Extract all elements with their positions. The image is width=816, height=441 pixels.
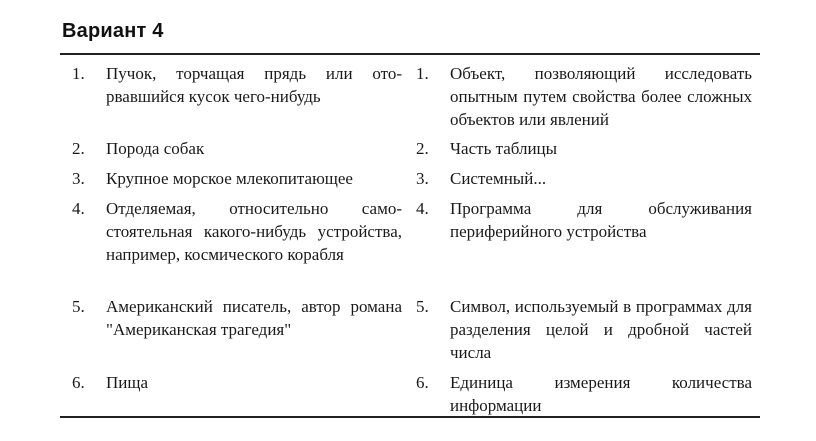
clue-text: Единица измерения количества информации xyxy=(450,373,752,415)
clue-text: Объект, позволяющий исследовать опытным путем свойства более сложных объектов или явлений xyxy=(450,64,752,129)
clue-text: Крупное морское млекопитающее xyxy=(106,169,353,188)
clue-number: 6. xyxy=(72,373,85,392)
clue-number: 1. xyxy=(416,64,429,83)
clue-text: Пища xyxy=(106,373,149,392)
table-bottom-rule xyxy=(60,416,760,418)
clue-number: 2. xyxy=(416,139,429,158)
clue-number: 1. xyxy=(72,64,85,83)
left-clue-1 xyxy=(72,62,402,108)
left-clue-5 xyxy=(72,295,402,341)
clue-text: Отделяемая, относительно самостоятельная какого-нибудь устройства, например, космического корабля xyxy=(106,199,402,264)
clue-number: 5. xyxy=(416,297,429,316)
left-clue-2 xyxy=(72,137,402,160)
clue-number: 5. xyxy=(72,297,85,316)
clue-text: Часть таблицы xyxy=(450,139,558,158)
left-clue-3 xyxy=(72,167,402,190)
clue-text: Американский писатель, автор романа "Американская трагедия" xyxy=(106,297,402,339)
clue-text: Символ, используемый в программах для разделения целой и дробной частей числа xyxy=(450,297,752,362)
left-clue-6 xyxy=(72,371,402,394)
right-clue-4 xyxy=(416,197,752,243)
left-clue-4 xyxy=(72,197,402,266)
right-clue-6 xyxy=(416,371,752,417)
table-top-rule xyxy=(60,53,760,55)
clue-number: 3. xyxy=(72,169,85,188)
right-clue-5 xyxy=(416,295,752,364)
clue-number: 4. xyxy=(416,199,429,218)
clue-text: Программа для обслуживания периферийного устройства xyxy=(450,199,752,241)
clue-text: Порода собак xyxy=(106,139,205,158)
clue-number: 4. xyxy=(72,199,85,218)
clue-number: 2. xyxy=(72,139,85,158)
clue-text: Системный... xyxy=(450,169,547,188)
clue-number: 6. xyxy=(416,373,429,392)
right-clue-3 xyxy=(416,167,752,190)
right-clue-1 xyxy=(416,62,752,131)
clue-text: Пучок, торчащая прядь или оторвавшийся кусок чего-нибудь xyxy=(106,64,402,106)
clue-number: 3. xyxy=(416,169,429,188)
right-clue-2 xyxy=(416,137,752,160)
page-title: Вариант 4 xyxy=(62,20,164,42)
